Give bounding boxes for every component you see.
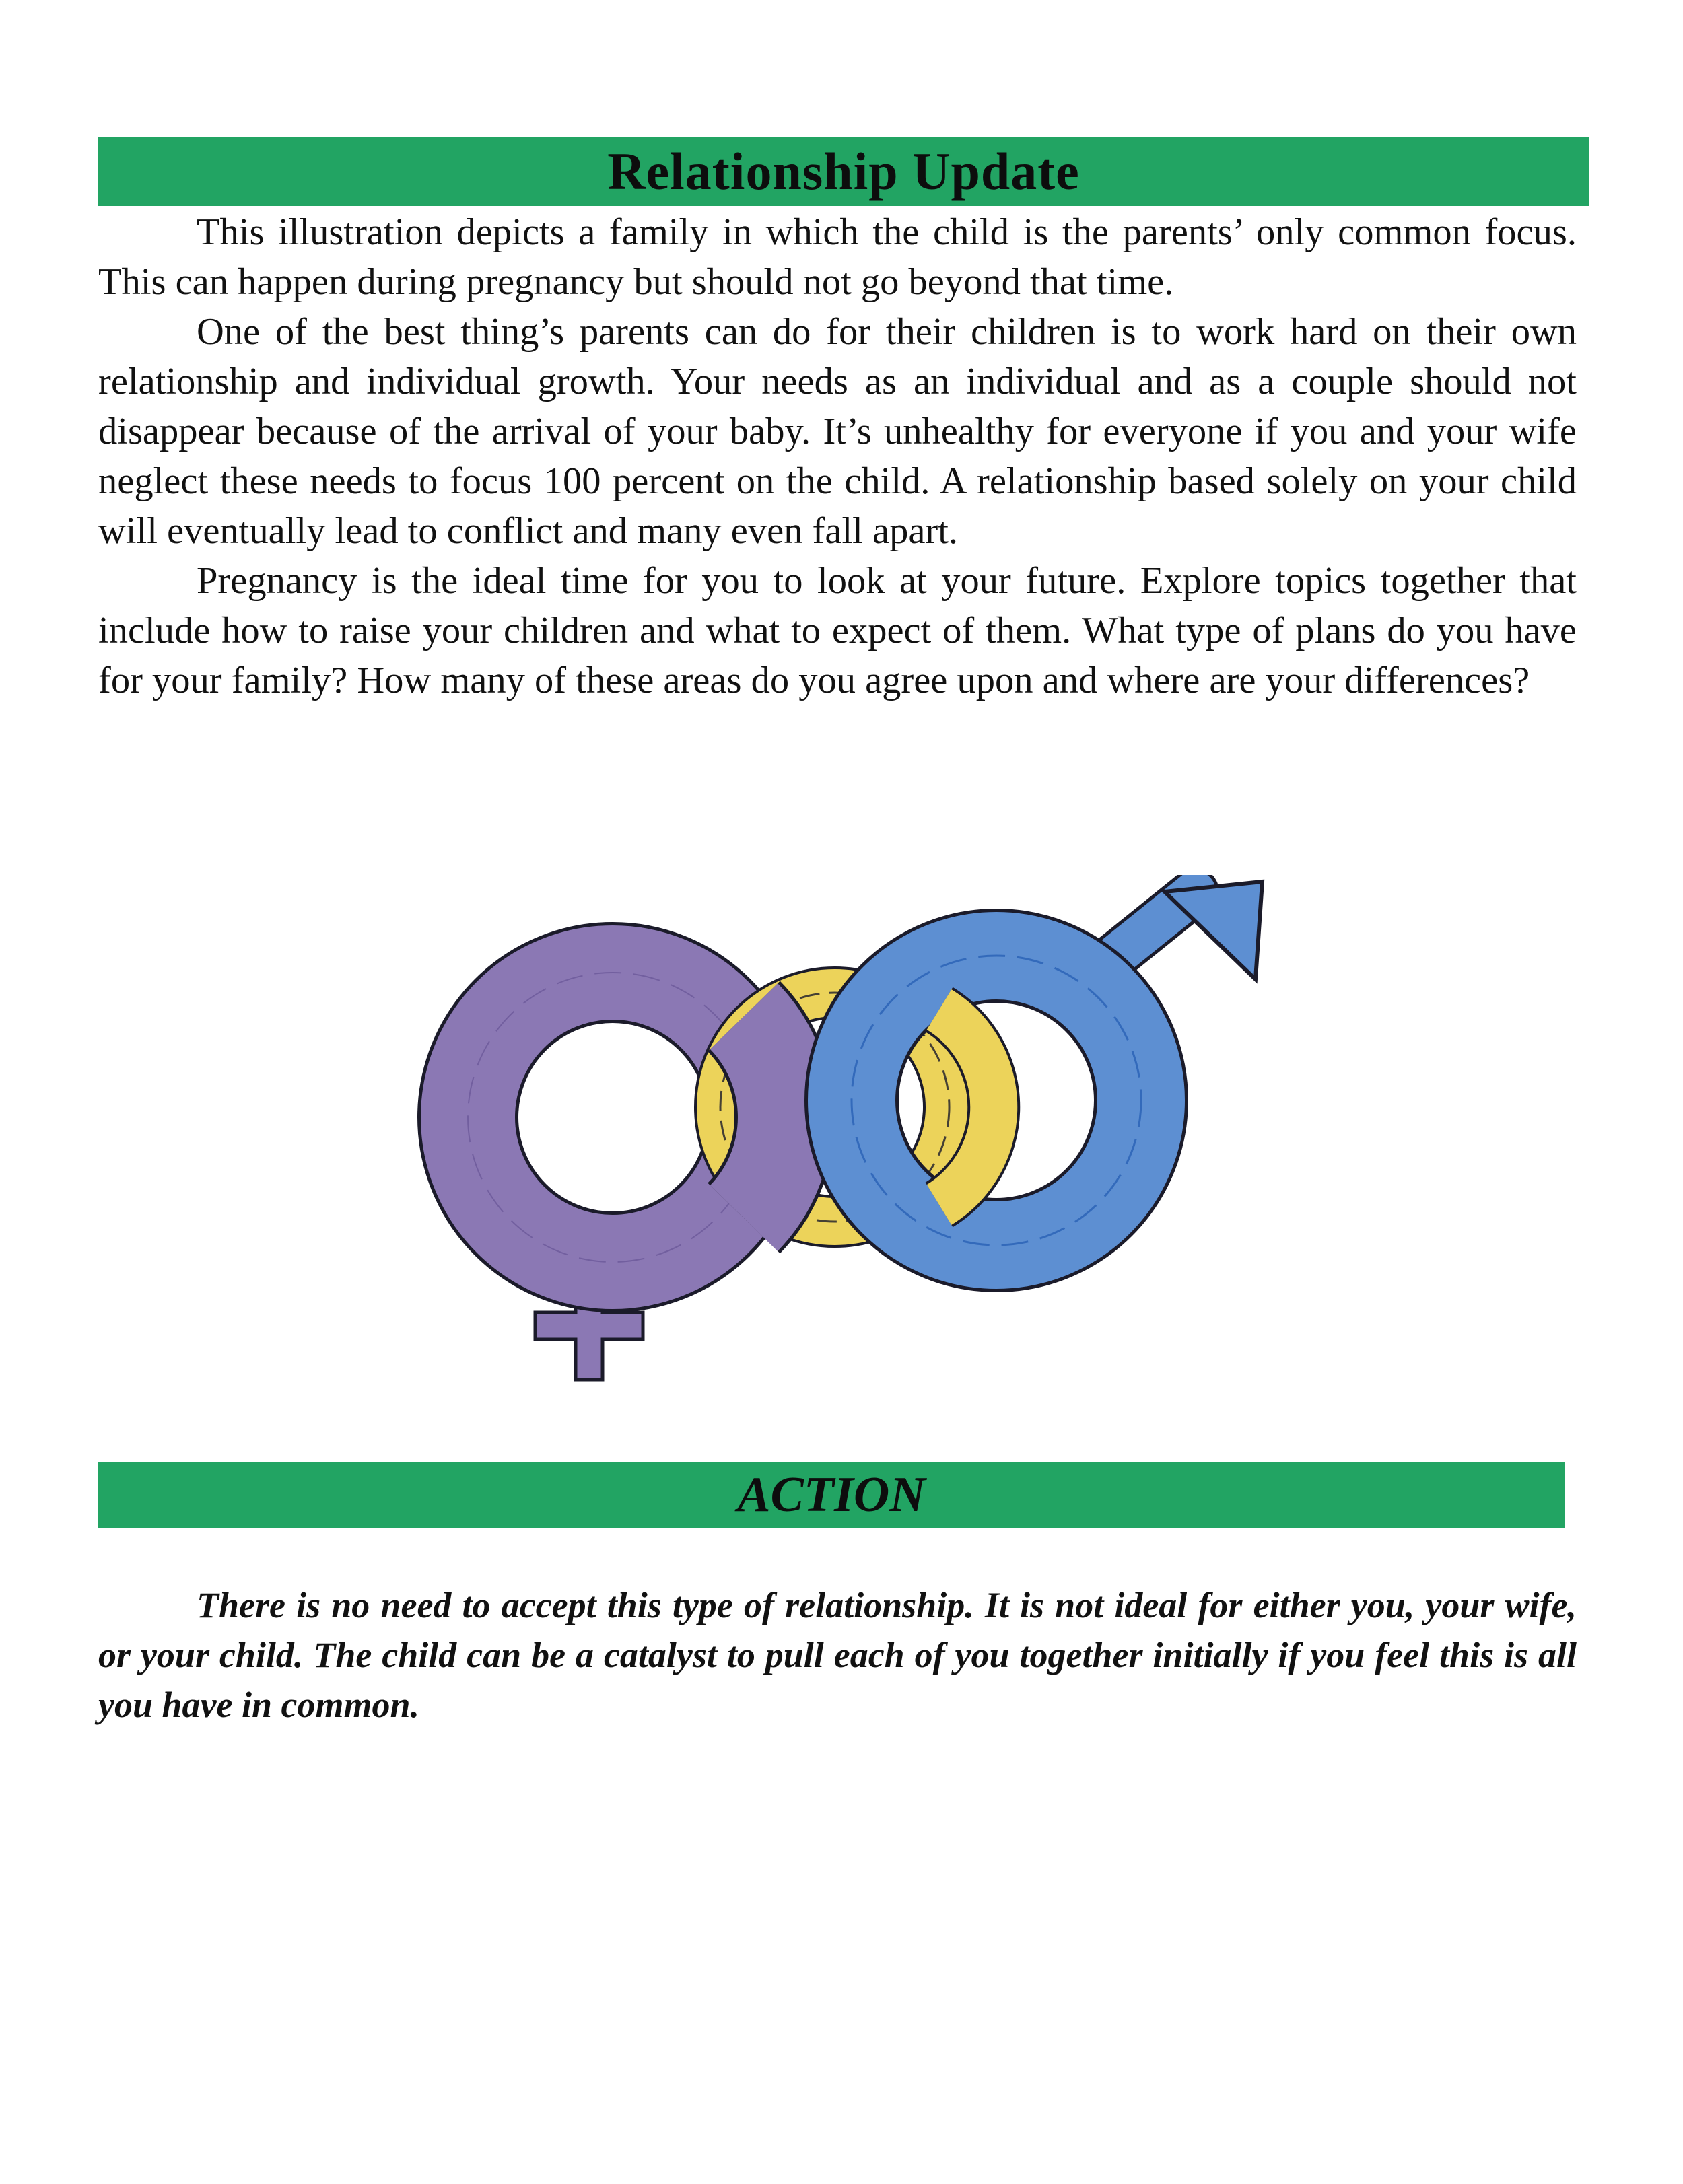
paragraph-2: One of the best thing’s parents can do for their children is to work hard on their own relationship and individual growth. Your needs as an individual and as a couple should not disappear because of the arrival of your baby. It’s unhealthy for everyone if you and your wife neglect these needs to focus 100 percent on the child. A relationship based solely on your child will eventually lead to conflict and many even fall apart. (98, 311, 1577, 552)
action-paragraph: There is no need to accept this type of relationship. It is not ideal for either you, your wife, or your child. The child can be a catalyst to pull each of you together initially if you feel this is all you have in common. (98, 1585, 1577, 1725)
action-title: ACTION (737, 1467, 926, 1522)
page-title: Relationship Update (607, 141, 1080, 201)
action-text (98, 1580, 1577, 1730)
paragraph-3: Pregnancy is the ideal time for you to look at your future. Explore topics together that include how to raise your children and what to expect of them. What type of plans do you have for your family? How many of these areas do you agree upon and where are your differences? (98, 560, 1577, 701)
title-banner (98, 137, 1589, 206)
body-text (98, 207, 1577, 705)
action-banner (98, 1462, 1565, 1528)
linked-gender-symbols-illustration (404, 875, 1279, 1427)
paragraph-1: This illustration depicts a family in which the child is the parents’ only common focus. This can happen during pregnancy but should not go beyond that time. (98, 211, 1577, 303)
